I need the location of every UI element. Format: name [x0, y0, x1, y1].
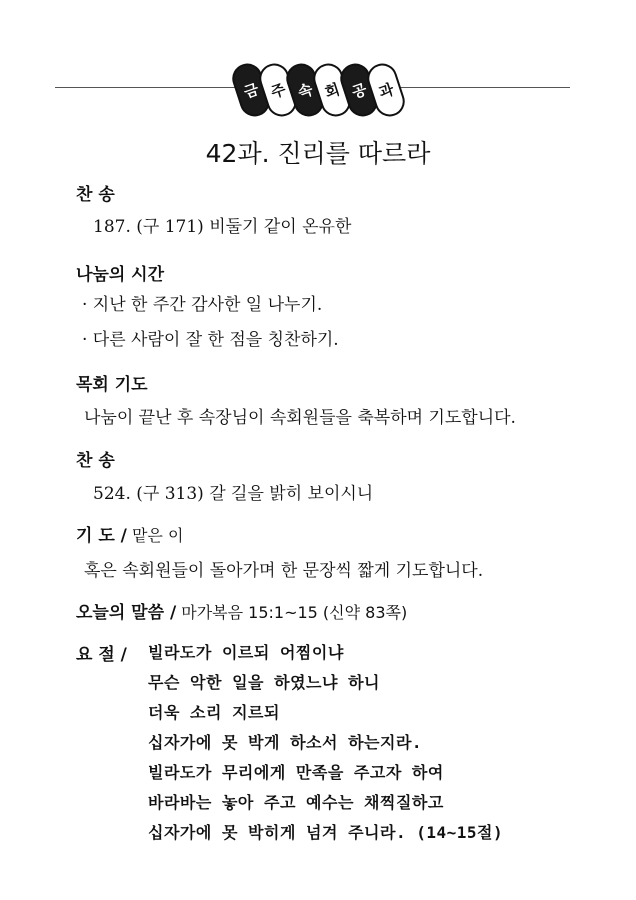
- key-verse-line: 무슨 악한 일을 하였느냐 하니: [148, 673, 381, 692]
- key-verse-line: 십자가에 못 박게 하소서 하는지라.: [148, 733, 423, 752]
- page-title: 42과. 진리를 따르라: [205, 139, 431, 168]
- banner-char: 과: [363, 60, 408, 121]
- hymn2-heading: 찬 송: [76, 451, 115, 471]
- banner-rule-left: [55, 87, 235, 88]
- banner-char: 주: [255, 60, 300, 121]
- banner-rule-right: [400, 87, 570, 88]
- banner-char: 속: [282, 60, 327, 121]
- prayer-leader-heading: 목회 기도: [76, 375, 148, 395]
- prayer-heading: [76, 521, 183, 546]
- key-verse-line: 빌라도가 무리에게 만족을 주고자 하여: [148, 763, 444, 782]
- key-verse-heading: 요 절 /: [76, 645, 127, 665]
- prayer-sub: 맡은 이: [126, 526, 184, 545]
- scripture-label: 오늘의 말씀 /: [76, 603, 177, 623]
- hymn1-text: 187. (구 171) 비둘기 같이 온유한: [93, 217, 352, 237]
- prayer-text: 혹은 속회원들이 돌아가며 한 문장씩 짧게 기도합니다.: [84, 561, 484, 581]
- banner-char: 회: [309, 60, 354, 121]
- key-verse-line: 십자가에 못 박히게 넘겨 주니라. (14~15절): [148, 823, 504, 842]
- header-banner: [0, 60, 636, 120]
- scripture-heading: [76, 598, 407, 623]
- sharing-heading: 나눔의 시간: [76, 265, 165, 285]
- key-verse-line: 더욱 소리 지르되: [148, 703, 280, 722]
- banner-pills: [232, 63, 407, 113]
- banner-char: 공: [336, 60, 381, 121]
- hymn2-text: 524. (구 313) 갈 길을 밝히 보이시니: [93, 484, 374, 504]
- banner-char: 금: [228, 60, 273, 121]
- hymn1-heading: 찬 송: [76, 185, 115, 205]
- prayer-leader-text: 나눔이 끝난 후 속장님이 속회원들을 축복하며 기도합니다.: [84, 408, 516, 428]
- sharing-item: · 지난 한 주간 감사한 일 나누기.: [82, 295, 323, 315]
- key-verse-line: 빌라도가 이르되 어찜이냐: [148, 643, 344, 662]
- prayer-label: 기 도 /: [76, 526, 127, 546]
- scripture-reference: 마가복음 15:1~15 (신약 83쪽): [176, 603, 408, 622]
- sharing-item: · 다른 사람이 잘 한 점을 칭찬하기.: [82, 330, 339, 350]
- key-verse-line: 바라바는 놓아 주고 예수는 채찍질하고: [148, 793, 444, 812]
